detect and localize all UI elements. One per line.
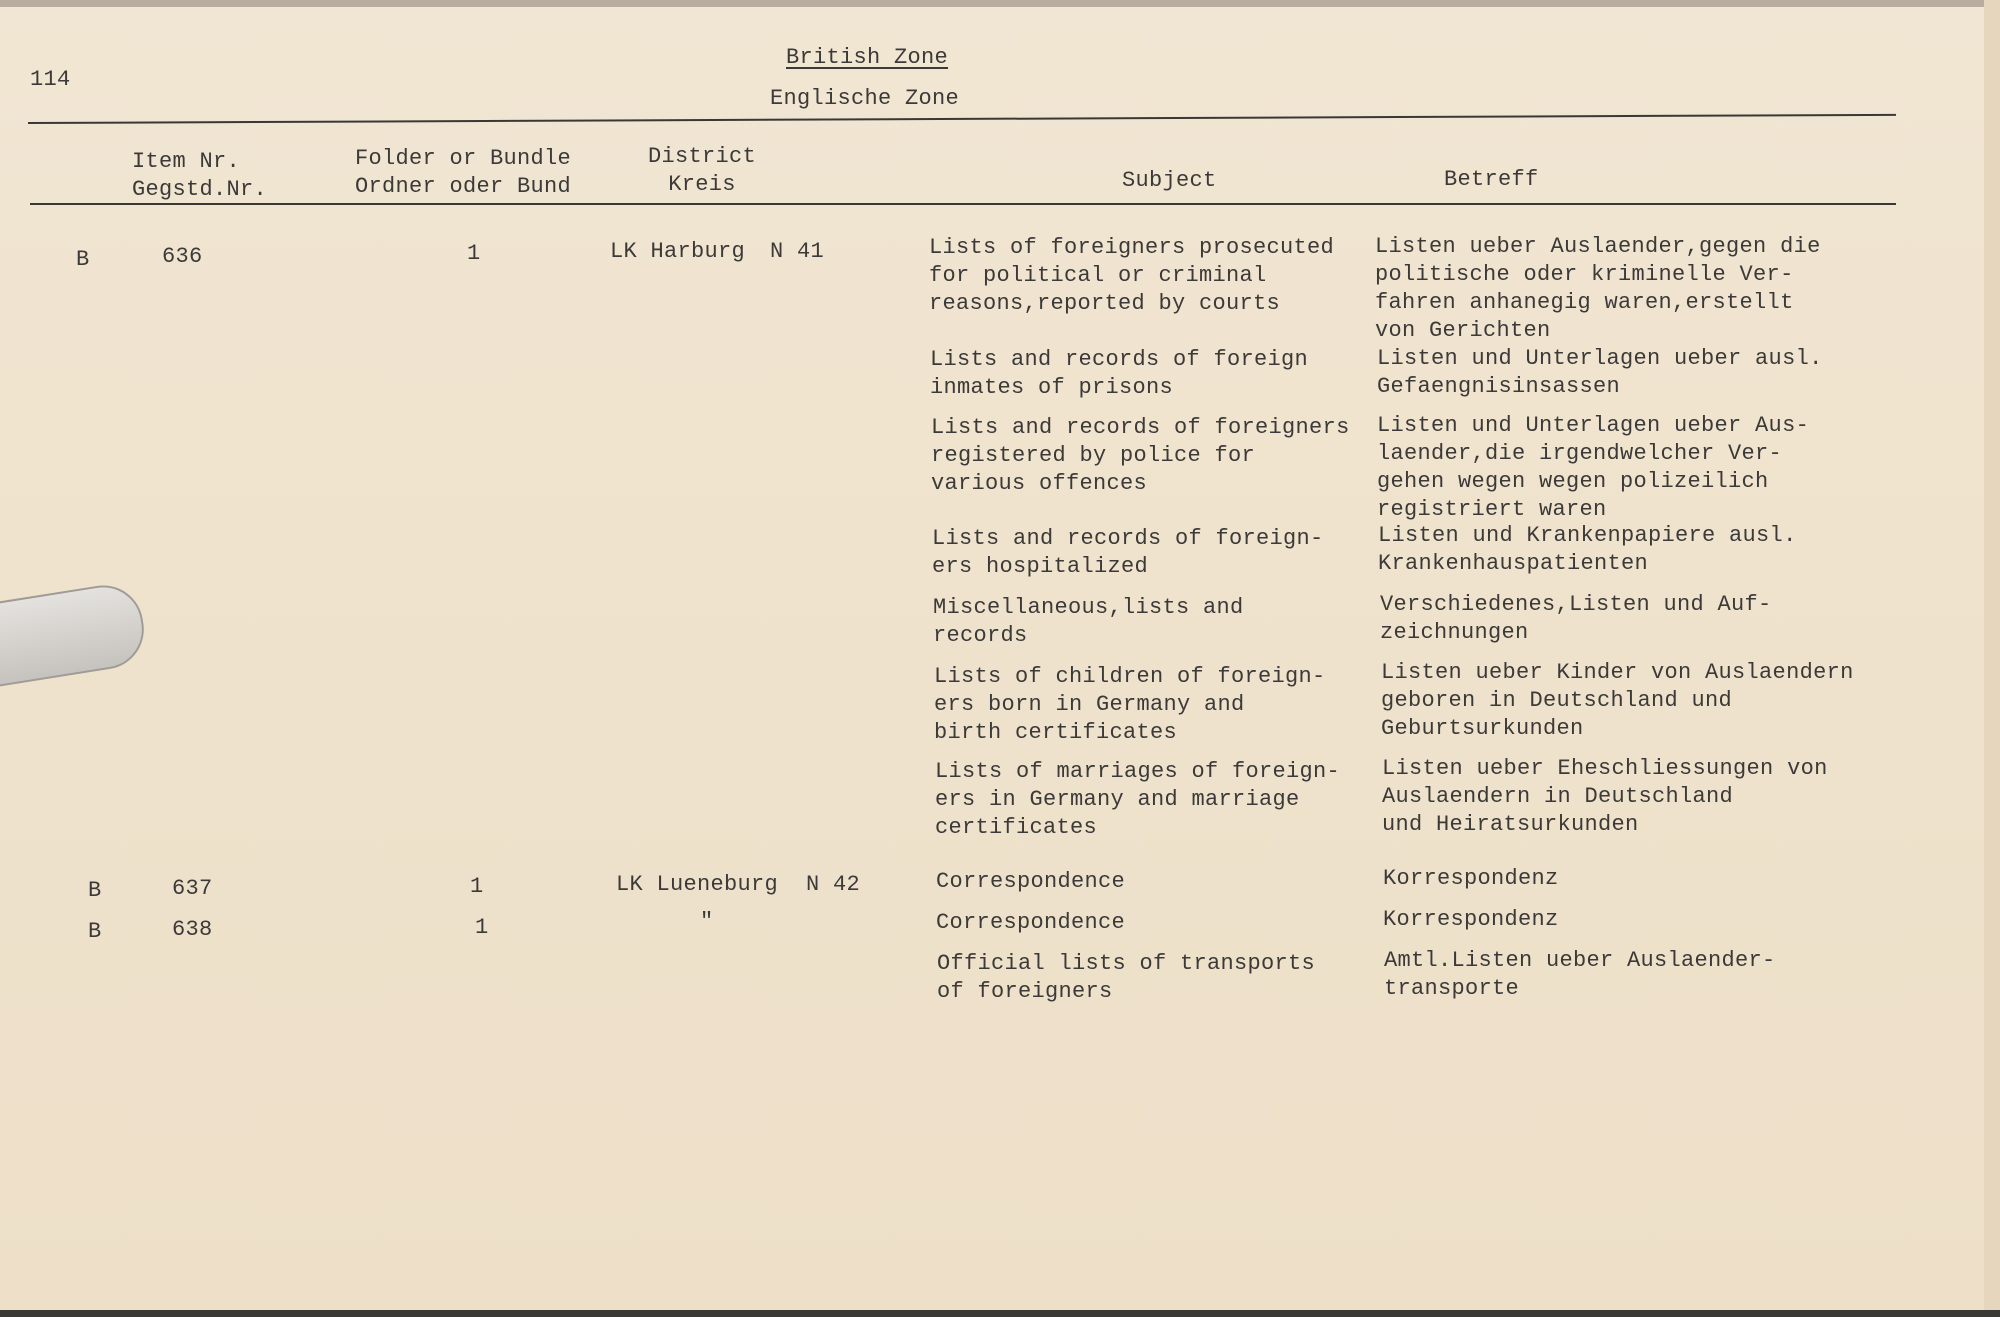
row-637-betreff-1: Korrespondenz (1383, 866, 1559, 891)
row-636-betreff-2: Listen und Unterlagen ueber ausl. Gefaengnisinsassen (1377, 346, 1823, 399)
header-folder-bundle: Folder or Bundle Ordner oder Bund (355, 146, 572, 199)
row-637-district: LK Lueneburg (616, 872, 779, 897)
row-638-district-ditto: " (700, 909, 714, 934)
row-636-betreff-3: Listen und Unterlagen ueber Aus- laender,die irgendwelcher Ver- gehen wegen wegen polizeilich registriert waren (1377, 413, 1810, 522)
row-638-subject-2: Official lists of transports of foreigners (937, 951, 1316, 1004)
row-636-prefix: B (76, 247, 90, 272)
row-636-folder-count: 1 (467, 241, 481, 266)
paper-clip (0, 580, 150, 689)
page-title: British Zone (786, 45, 949, 70)
row-636-subject-4: Lists and records of foreign- ers hospitalized (932, 526, 1324, 579)
row-636-district: LK Harburg (610, 239, 746, 264)
top-edge-shadow (0, 0, 2000, 7)
row-637-folder-count: 1 (470, 874, 484, 899)
right-page-edge (1984, 0, 2000, 1317)
row-636-item-number: 636 (162, 244, 203, 269)
row-636-subject-7: Lists of marriages of foreign- ers in Germany and marriage certificates (935, 759, 1341, 840)
row-637-prefix: B (88, 878, 102, 903)
row-636-district-code: N 41 (770, 239, 825, 264)
row-638-prefix: B (88, 919, 102, 944)
page-subtitle: Englische Zone (770, 86, 960, 111)
row-638-betreff-2: Amtl.Listen ueber Auslaender- transporte (1384, 948, 1776, 1001)
row-638-folder-count: 1 (475, 915, 489, 940)
row-636-subject-1: Lists of foreigners prosecuted for political or criminal reasons,reported by courts (929, 235, 1335, 316)
header-bottom-rule (30, 203, 1896, 205)
row-638-subject-1: Correspondence (936, 910, 1126, 935)
row-637-subject-1: Correspondence (936, 869, 1126, 894)
header-top-rule (28, 114, 1896, 124)
row-638-betreff-1: Korrespondenz (1383, 907, 1559, 932)
page-number: 114 (30, 67, 71, 92)
header-subject: Subject (1122, 168, 1217, 193)
row-636-betreff-4: Listen und Krankenpapiere ausl. Krankenhauspatienten (1378, 523, 1797, 576)
row-636-subject-5: Miscellaneous,lists and records (933, 595, 1244, 648)
header-district: District Kreis (648, 144, 757, 197)
row-636-subject-3: Lists and records of foreigners registered by police for various offences (931, 415, 1350, 496)
row-636-subject-6: Lists of children of foreign- ers born in Germany and birth certificates (934, 664, 1326, 745)
row-636-subject-2: Lists and records of foreign inmates of prisons (930, 347, 1309, 400)
bottom-edge-shadow (0, 1310, 2000, 1317)
header-betreff: Betreff (1444, 167, 1539, 192)
row-638-item-number: 638 (172, 917, 213, 942)
row-636-betreff-7: Listen ueber Eheschliessungen von Auslaendern in Deutschland und Heiratsurkunden (1382, 756, 1828, 837)
row-636-betreff-5: Verschiedenes,Listen und Auf- zeichnungen (1380, 592, 1772, 645)
row-636-betreff-1: Listen ueber Auslaender,gegen die politische oder kriminelle Ver- fahren anhanegig waren,erstellt von Gerichten (1375, 234, 1821, 343)
row-637-item-number: 637 (172, 876, 213, 901)
row-636-betreff-6: Listen ueber Kinder von Auslaendern geboren in Deutschland und Geburtsurkunden (1381, 660, 1854, 741)
header-item-number: Item Nr. Gegstd.Nr. (132, 149, 268, 202)
row-637-district-code: N 42 (806, 872, 861, 897)
